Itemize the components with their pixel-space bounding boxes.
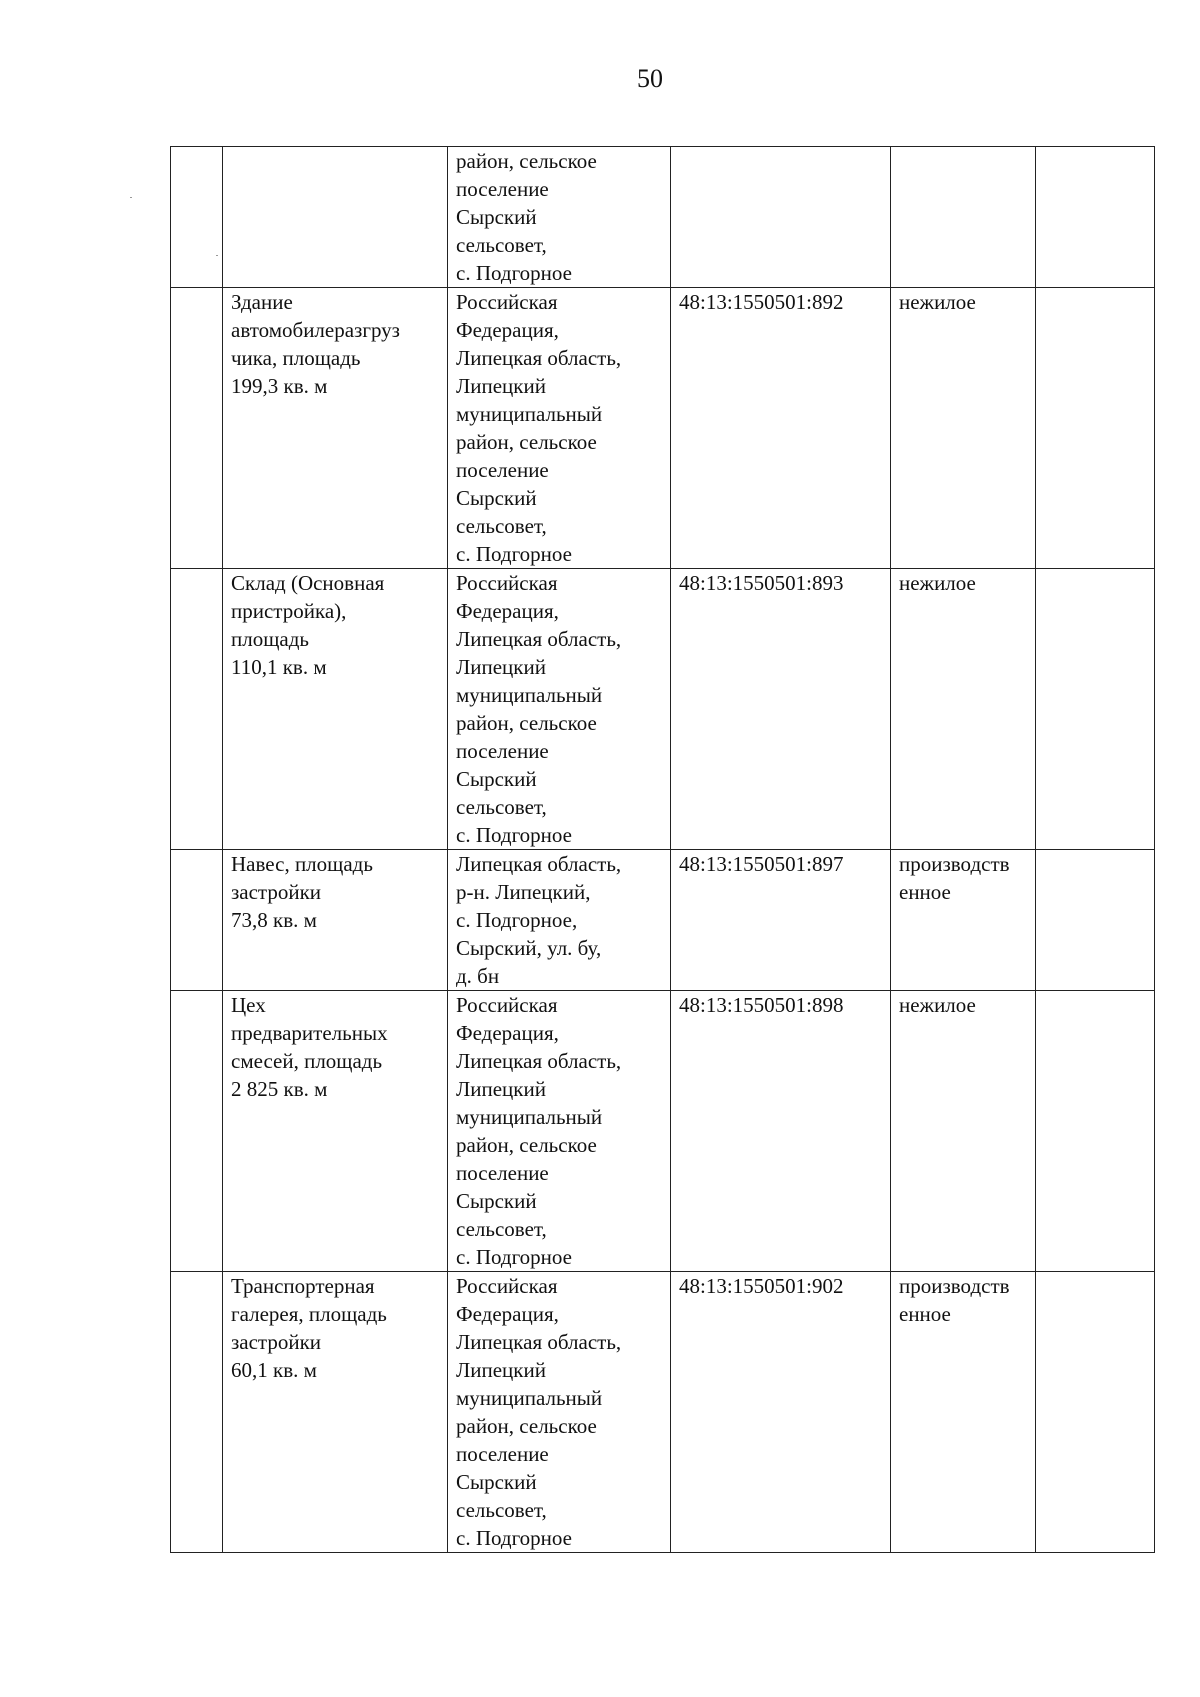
empty-cell [1036, 147, 1155, 288]
index-cell [171, 850, 223, 991]
object-name-cell: Здание автомобилеразгруз чика, площадь 199,3 кв. м [223, 288, 448, 569]
cadastral-number-cell: 48:13:1550501:902 [671, 1272, 891, 1553]
address-cell: район, сельское поселение Сырский сельсовет, с. Подгорное [448, 147, 671, 288]
address-cell: Российская Федерация, Липецкая область, Липецкий муниципальный район, сельское поселение Сырский сельсовет, с. Подгорное [448, 1272, 671, 1553]
purpose-cell: производств енное [891, 1272, 1036, 1553]
table-row [171, 288, 1155, 569]
table-row [171, 147, 1155, 288]
cadastral-number-cell: 48:13:1550501:897 [671, 850, 891, 991]
index-cell [171, 288, 223, 569]
table-row [171, 991, 1155, 1272]
purpose-cell: производств енное [891, 850, 1036, 991]
purpose-cell: нежилое [891, 991, 1036, 1272]
object-name-cell: Навес, площадь застройки 73,8 кв. м [223, 850, 448, 991]
cadastral-number-cell: 48:13:1550501:898 [671, 991, 891, 1272]
address-cell: Российская Федерация, Липецкая область, Липецкий муниципальный район, сельское поселение Сырский сельсовет, с. Подгорное [448, 569, 671, 850]
index-cell [171, 147, 223, 288]
table-row [171, 1272, 1155, 1553]
table-row [171, 569, 1155, 850]
object-name-cell: Цех предварительных смесей, площадь 2 825 кв. м [223, 991, 448, 1272]
empty-cell [1036, 850, 1155, 991]
purpose-cell [891, 147, 1036, 288]
address-cell: Липецкая область, р-н. Липецкий, с. Подгорное, Сырский, ул. бу, д. бн [448, 850, 671, 991]
cadastral-number-cell [671, 147, 891, 288]
address-cell: Российская Федерация, Липецкая область, Липецкий муниципальный район, сельское поселение Сырский сельсовет, с. Подгорное [448, 991, 671, 1272]
purpose-cell: нежилое [891, 569, 1036, 850]
address-cell: Российская Федерация, Липецкая область, Липецкий муниципальный район, сельское поселение Сырский сельсовет, с. Подгорное [448, 288, 671, 569]
object-name-cell: Склад (Основная пристройка), площадь 110,1 кв. м [223, 569, 448, 850]
empty-cell [1036, 991, 1155, 1272]
object-name-cell: Транспортерная галерея, площадь застройки 60,1 кв. м [223, 1272, 448, 1553]
index-cell [171, 569, 223, 850]
empty-cell [1036, 288, 1155, 569]
cadastral-number-cell: 48:13:1550501:893 [671, 569, 891, 850]
purpose-cell: нежилое [891, 288, 1036, 569]
empty-cell [1036, 569, 1155, 850]
property-table [170, 146, 1155, 1553]
empty-cell [1036, 1272, 1155, 1553]
index-cell [171, 991, 223, 1272]
table-row [171, 850, 1155, 991]
index-cell [171, 1272, 223, 1553]
object-name-cell [223, 147, 448, 288]
cadastral-number-cell: 48:13:1550501:892 [671, 288, 891, 569]
scan-speck [130, 197, 132, 198]
page-number: 50 [637, 64, 663, 93]
